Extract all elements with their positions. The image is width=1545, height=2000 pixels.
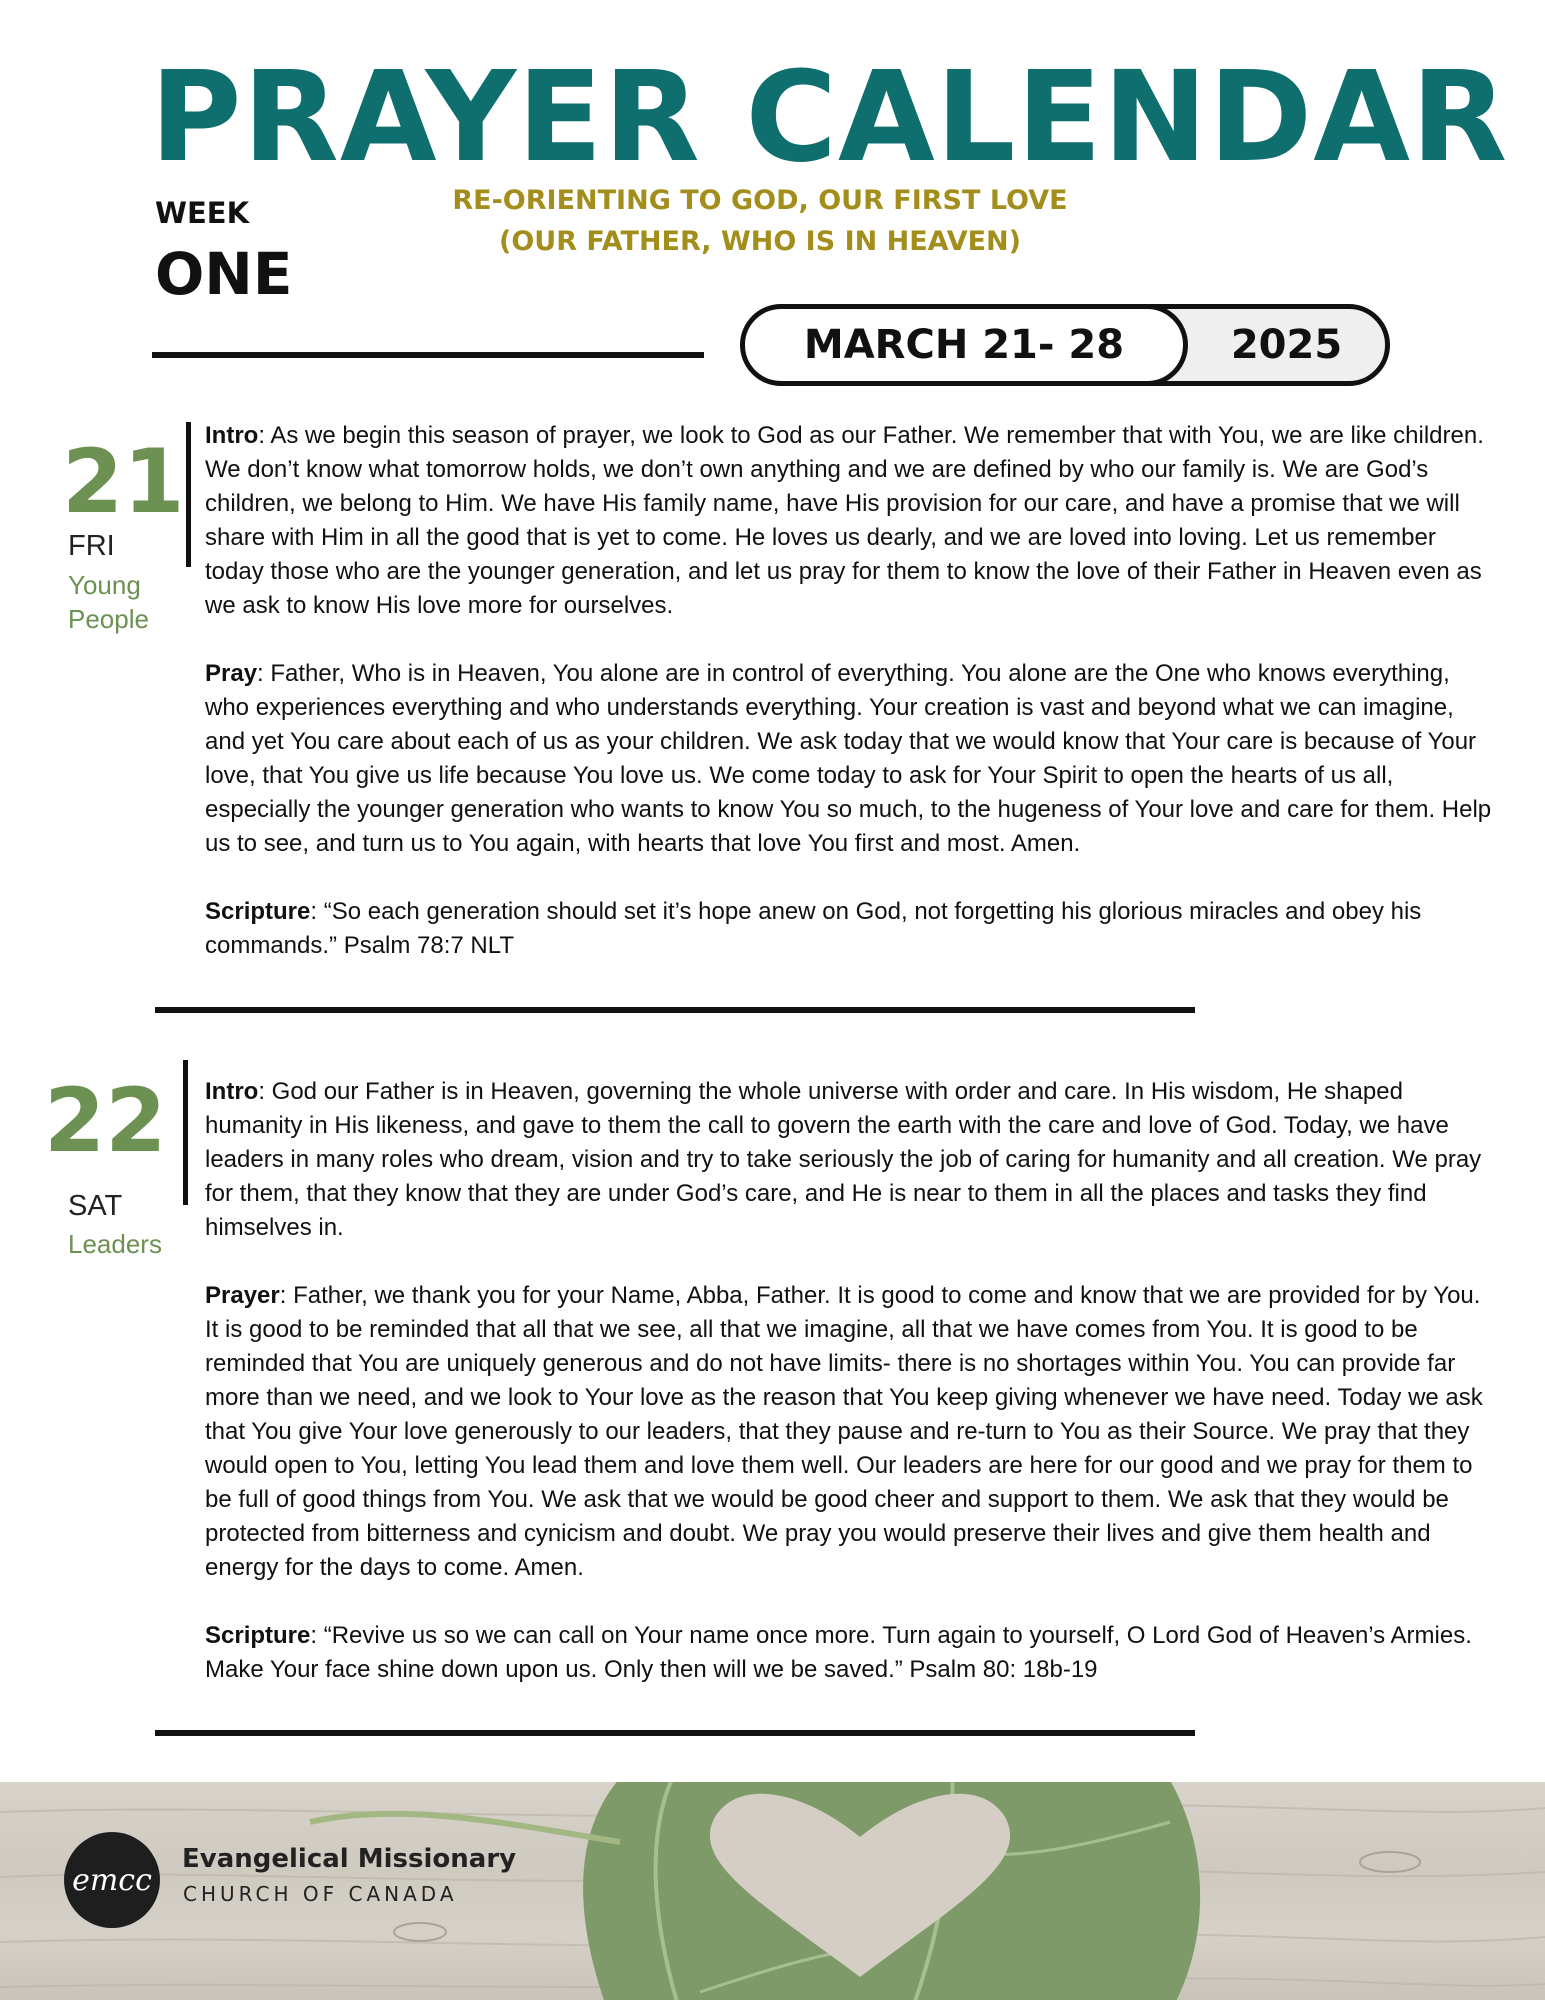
prayer-text: : Father, Who is in Heaven, You alone are in control of everything. You alone are the One who knows everything, who experiences everything and who understands everything. Your creation is vast and beyond what we can imagine, and yet You care about each of us as your children. We ask today that we would know that Your care is because of Your love, that You give us life because You love us. We come today to ask for Your Spirit to open the hearts of us all, especially the younger generation who wants to know You so much, to the hugeness of Your love and care for them. Help us to see, and turn us to You again, with hearts that love You first and most. Amen. xyxy=(205,660,1492,857)
organization-name: Evangelical Missionary xyxy=(182,1844,517,1874)
footer-banner xyxy=(0,1782,1545,2000)
prayer-focus xyxy=(68,568,149,636)
scripture-label: Scripture xyxy=(205,1622,311,1649)
theme-line-2: (OUR FATHER, WHO IS IN HEAVEN) xyxy=(498,226,1021,257)
day-21-entry xyxy=(205,419,1495,963)
date-range: MARCH 21- 28 xyxy=(740,304,1188,386)
theme-heading xyxy=(410,180,1110,262)
day-22-entry xyxy=(205,1075,1495,1687)
week-label: WEEK xyxy=(155,196,250,230)
scripture-label: Scripture xyxy=(205,898,311,925)
emcc-logo: emcc xyxy=(64,1832,160,1928)
day-22-marker-bar xyxy=(183,1060,188,1205)
prayer-text: : Father, we thank you for your Name, Abba, Father. It is good to come and know that we are provided for by You. It is good to be reminded that all that we see, all that we imagine, all that we have comes from You. It is good to be reminded that You are uniquely generous and do not have limits- there is no shortages within You. You can provide far more than we need, and we look to Your love as the reason that You keep giving whenever we have need. Today we ask that You give Your love generously to our leaders, that they pause and re-turn to You as their Source. We pray that they would open to You, letting You lead them and love them well. Our leaders are here for our good and we pray for them to be full of good things from You. We ask that we would be good cheer and support to them. We ask that they would be protected from bitterness and cynicism and doubt. We pray you would preserve their lives and give them health and energy for the days to come. Amen. xyxy=(205,1282,1483,1581)
theme-line-1: RE-ORIENTING TO GOD, OUR FIRST LOVE xyxy=(452,185,1068,216)
prayer-focus-line-1: Leaders xyxy=(68,1229,162,1259)
day-21-marker-bar xyxy=(186,422,191,567)
day-weekday: FRI xyxy=(68,530,115,562)
organization-subtitle: CHURCH OF CANADA xyxy=(183,1882,458,1906)
scripture-text: : “Revive us so we can call on Your name once more. Turn again to yourself, O Lord God of Heaven’s Armies. Make Your face shine down upon us. Only then will we be saved.” Psalm 80: 18b-19 xyxy=(205,1622,1472,1683)
week-number: ONE xyxy=(155,240,293,308)
prayer-label: Pray xyxy=(205,660,258,687)
prayer-focus-line-2: People xyxy=(68,604,149,634)
date-badge xyxy=(740,304,1390,386)
day-divider xyxy=(155,1007,1195,1013)
day-number: 21 xyxy=(62,430,185,533)
scripture-paragraph xyxy=(205,895,1495,963)
header-divider xyxy=(152,352,704,358)
year: 2025 xyxy=(1230,322,1343,368)
prayer-focus-line-1: Young xyxy=(68,570,141,600)
prayer-paragraph xyxy=(205,657,1495,861)
day-weekday: SAT xyxy=(68,1190,123,1222)
prayer-focus xyxy=(68,1227,162,1261)
intro-label: Intro xyxy=(205,1078,259,1105)
prayer-paragraph xyxy=(205,1279,1495,1585)
intro-text: : As we begin this season of prayer, we look to God as our Father. We remember that with You, we are like children. We don’t know what tomorrow holds, we don’t own anything and we are defined by who our family is. We are God’s children, we belong to Him. We have His family name, have His provision for our care, and have a promise that we will share with Him in all the good that is yet to come. He loves us dearly, and we are loved into loving. Let us remember today those who are the younger generation, and let us pray for them to know the love of their Father in Heaven even as we ask to know His love more for ourselves. xyxy=(205,422,1484,619)
intro-label: Intro xyxy=(205,422,259,449)
intro-text: : God our Father is in Heaven, governing the whole universe with order and care. In His wisdom, He shaped humanity in His likeness, and gave to them the call to govern the earth with the care and love of God. Today, we have leaders in many roles who dream, vision and try to take seriously the job of caring for humanity and all creation. We pray for them, that they know that they are under God’s care, and He is near to them in all the places and tasks they find himselves in. xyxy=(205,1078,1482,1241)
scripture-text: : “So each generation should set it’s hope anew on God, not forgetting his glorious miracles and obey his commands.” Psalm 78:7 NLT xyxy=(205,898,1422,959)
intro-paragraph xyxy=(205,1075,1495,1245)
day-divider xyxy=(155,1730,1195,1736)
day-number: 22 xyxy=(44,1069,167,1172)
prayer-label: Prayer xyxy=(205,1282,280,1309)
scripture-paragraph xyxy=(205,1619,1495,1687)
page-title: PRAYER CALENDAR xyxy=(150,45,1509,190)
intro-paragraph xyxy=(205,419,1495,623)
